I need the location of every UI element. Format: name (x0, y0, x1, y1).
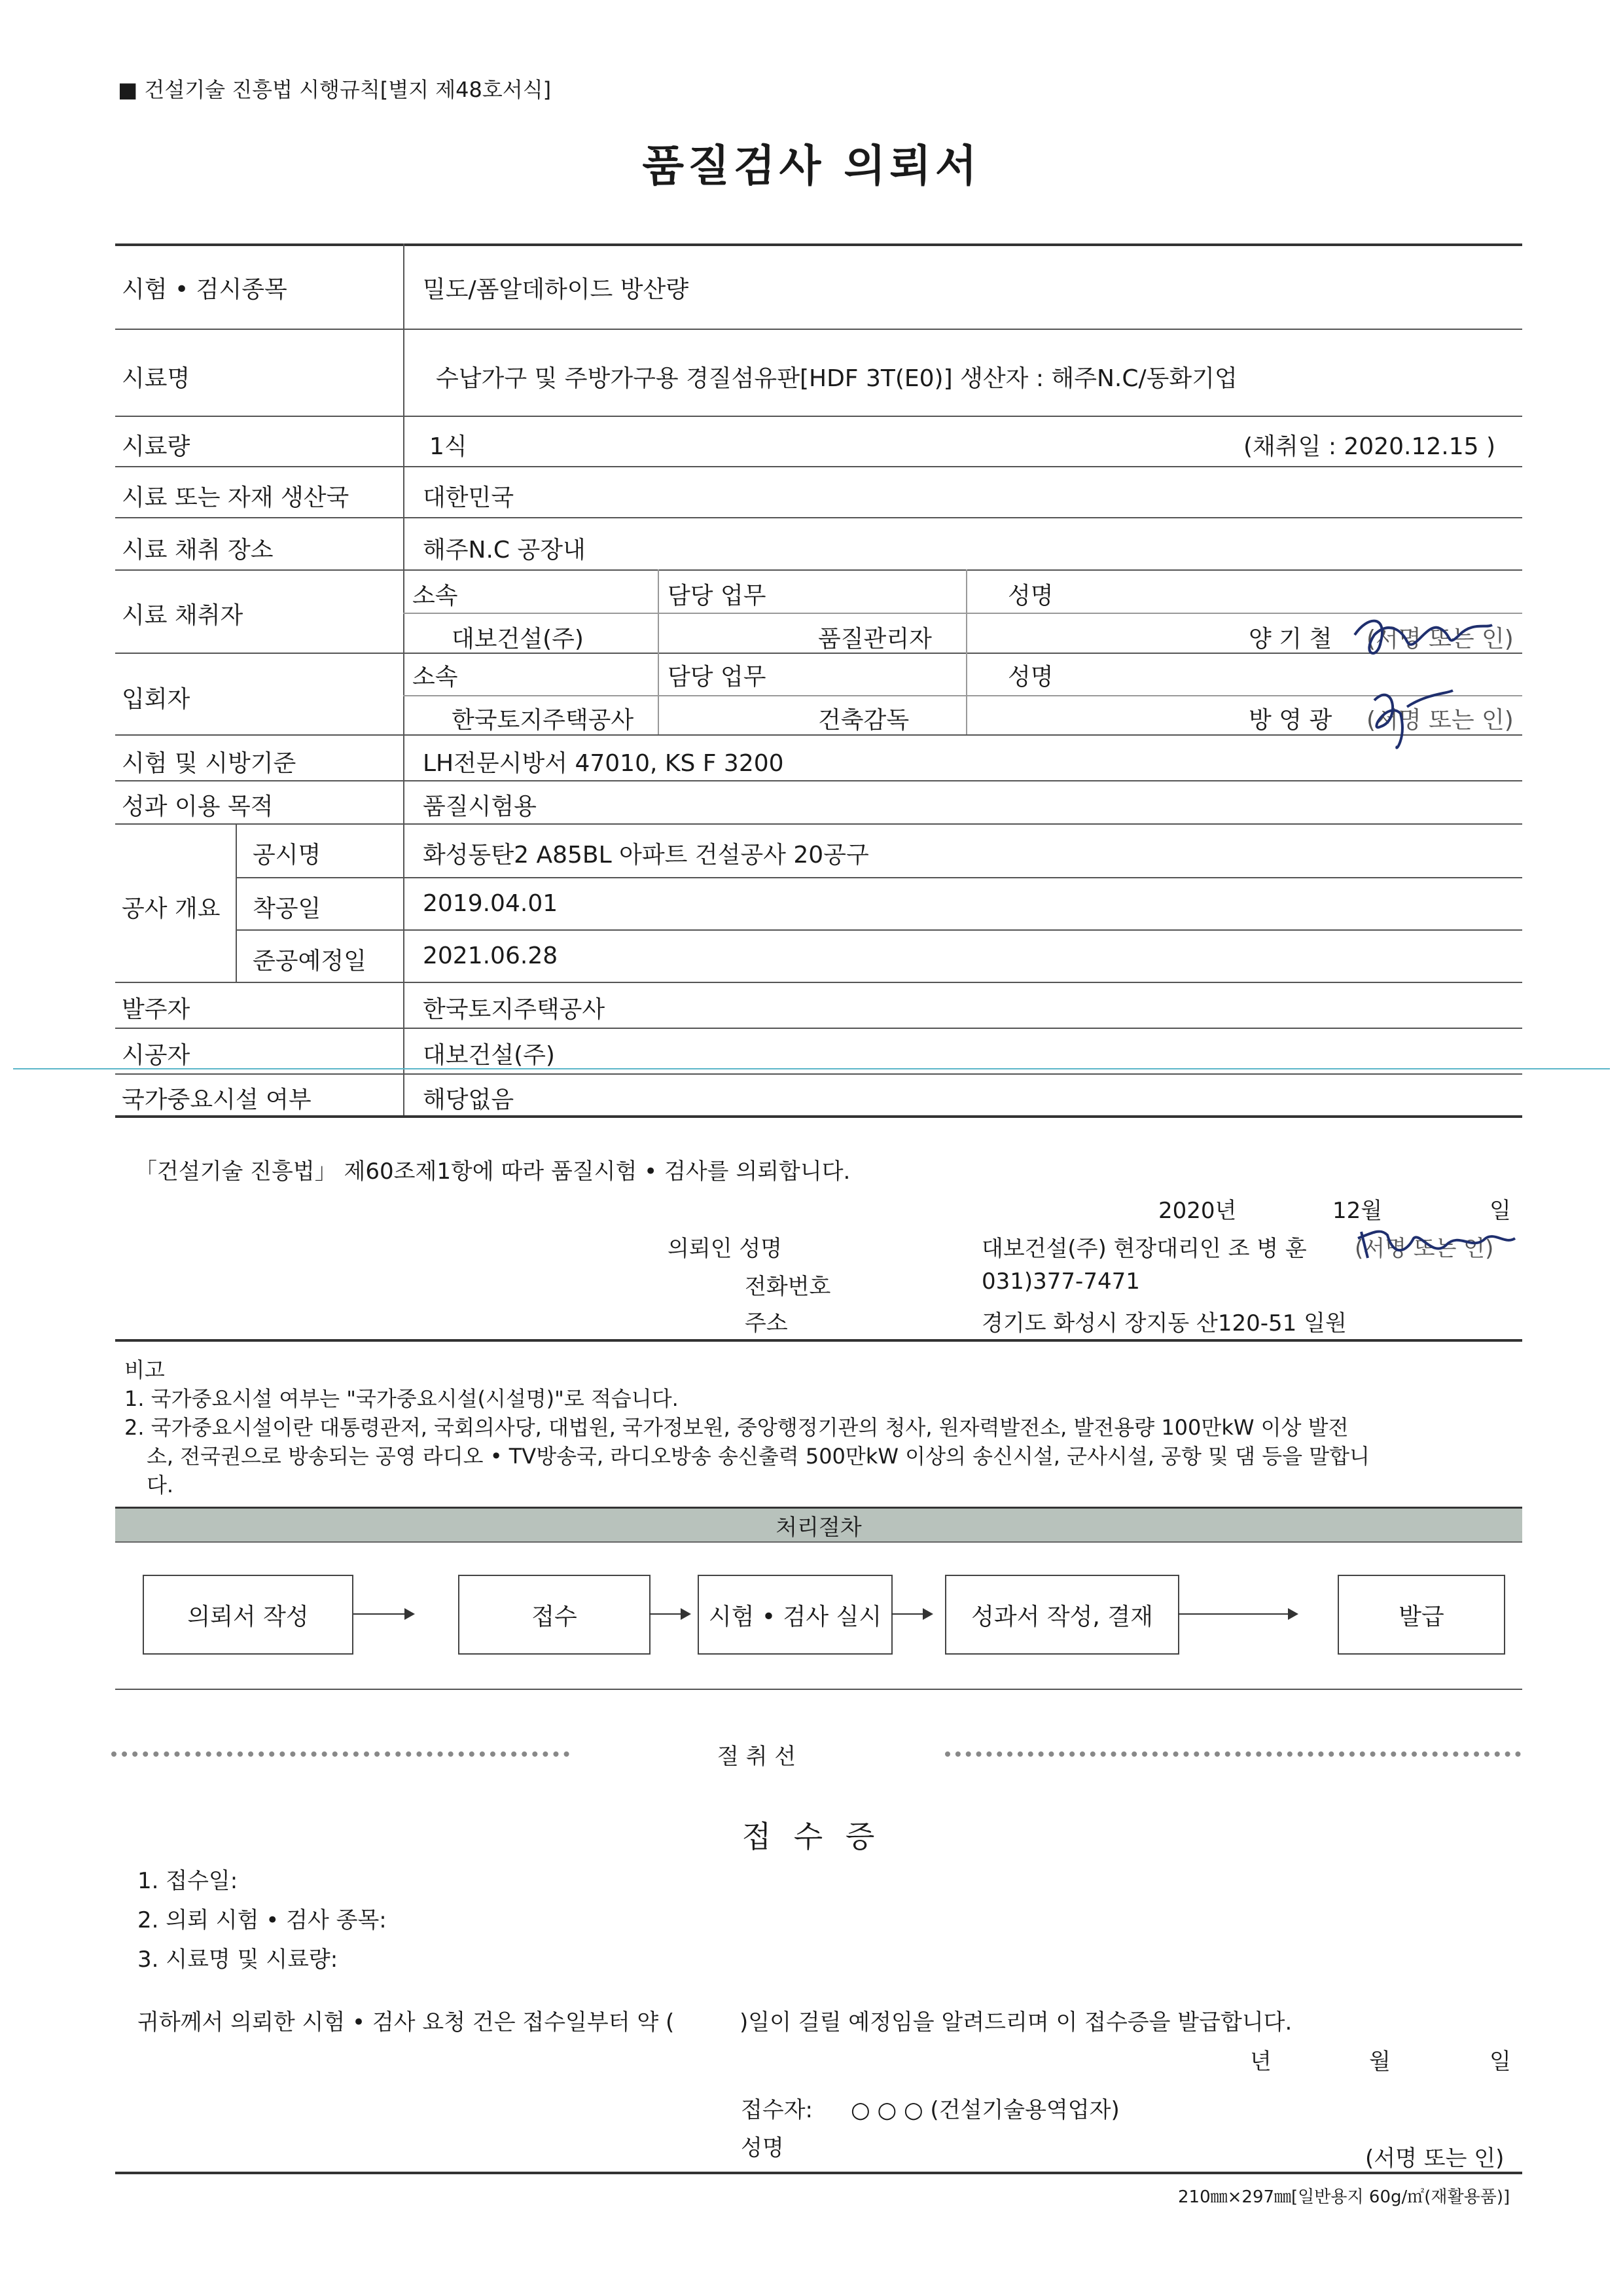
note-2-line-3: 다. (147, 1473, 174, 1498)
row-divider (115, 823, 1522, 825)
scan-artifact-line (13, 1068, 1610, 1069)
sampler-sign-hint: (서명 또는 인) (1366, 626, 1514, 653)
notes-top-rule (115, 1339, 1522, 1342)
project-start-label: 착공일 (253, 895, 321, 922)
sample-qty-value: 1식 (429, 433, 467, 460)
arrow-icon (353, 1613, 412, 1615)
sampler-name-label: 성명 (1008, 583, 1054, 609)
receipt-item-1: 1. 접수일: (137, 1868, 238, 1894)
sampler-signature (1348, 609, 1499, 668)
row-divider (115, 517, 1522, 518)
sampler-name: 양 기 철 (1249, 626, 1332, 653)
row-divider (115, 1073, 1522, 1075)
procedure-header (115, 1507, 1522, 1543)
sample-name-value: 수납가구 및 주방가구용 경질섬유판[HDF 3T(E0)] 생산자 : 해주N.C/동화기업 (436, 365, 1238, 392)
sub-divider (403, 695, 1522, 696)
procedure-title: 처리절차 (776, 1514, 862, 1541)
receipt-month: 월 (1369, 2049, 1391, 2075)
sub-column (966, 569, 967, 734)
purpose-value: 품질시험용 (423, 793, 537, 820)
receiver-value: ○ ○ ○ (건설기술용역업자) (851, 2097, 1120, 2123)
receipt-item-3: 3. 시료명 및 시료량: (137, 1946, 338, 1973)
note-2-line-1: 2. 국가중요시설이란 대통령관저, 국회의사당, 대법원, 국가정보원, 중앙행정기관의 청사, 원자력발전소, 발전용량 100만kW 이상 발전 (124, 1415, 1349, 1440)
witness-affil: 한국토지주택공사 (452, 707, 634, 734)
purpose-label: 성과 이용 목적 (122, 793, 274, 820)
sampler-duty: 품질관리자 (818, 626, 932, 653)
receipt-bottom-rule (115, 2172, 1522, 2174)
step-label: 시험 • 검사 실시 (708, 1603, 882, 1630)
label-column-divider (403, 243, 404, 1115)
project-name: 화성동탄2 A85BL 아파트 건설공사 20공구 (423, 842, 869, 869)
phone-label: 전화번호 (745, 1274, 831, 1300)
sub-column (658, 569, 659, 734)
witness-name-label: 성명 (1008, 664, 1054, 691)
step-label: 성과서 작성, 결재 (971, 1603, 1153, 1630)
requester-sign-hint: (서명 또는 인) (1355, 1236, 1494, 1262)
step-receive (458, 1575, 651, 1655)
sampling-place-label: 시료 채취 장소 (122, 537, 274, 564)
sampler-affil: 대보건설(주) (452, 626, 584, 653)
request-month: 12월 (1332, 1198, 1383, 1224)
receipt-item-2: 2. 의뢰 시험 • 검사 종목: (137, 1907, 387, 1933)
receipt-year: 년 (1250, 2049, 1272, 2075)
sampling-place-value: 해주N.C 공장내 (423, 537, 586, 564)
row-divider (115, 329, 1522, 330)
arrow-icon (649, 1613, 688, 1615)
requester-label: 의뢰인 성명 (668, 1236, 783, 1262)
receiver-label: 접수자: (741, 2097, 813, 2123)
test-item-value: 밀도/폼알데하이드 방산량 (423, 276, 689, 303)
client-value: 한국토지주택공사 (423, 996, 605, 1023)
request-statement: 「건설기술 진흥법」 제60조제1항에 따라 품질시험 • 검사를 의뢰합니다. (135, 1158, 851, 1185)
sampling-date: (채취일 : 2020.12.15 ) (1243, 433, 1495, 460)
contractor-label: 시공자 (122, 1042, 190, 1069)
requester-name: 대보건설(주) 현장대리인 조 병 훈 (982, 1236, 1307, 1262)
receipt-notice-part-1: 귀하께서 의뢰한 시험 • 검사 요청 건은 접수일부터 약 ( (137, 2009, 675, 2036)
procedure-bottom-rule (115, 1689, 1522, 1690)
sampler-label: 시료 채취자 (122, 602, 243, 629)
sample-name-label: 시료명 (122, 365, 190, 392)
sampler-affil-label: 소속 (412, 583, 458, 609)
project-end-label: 준공예정일 (253, 948, 366, 975)
project-start: 2019.04.01 (423, 890, 558, 917)
test-item-label: 시험 • 검시종목 (122, 276, 287, 303)
row-divider (115, 1028, 1522, 1029)
witness-label: 입회자 (122, 686, 190, 713)
contractor-value: 대보건설(주) (423, 1042, 555, 1069)
national-facility-label: 국가중요시설 여부 (122, 1086, 312, 1113)
origin-label: 시료 또는 자재 생산국 (122, 484, 349, 511)
step-label: 접수 (531, 1603, 577, 1630)
witness-sign-hint: (서명 또는 인) (1366, 707, 1514, 734)
receipt-title: 접 수 증 (741, 1819, 882, 1854)
requester-signature (1355, 1219, 1518, 1271)
standard-value: LH전문시방서 47010, KS F 3200 (423, 750, 784, 777)
arrow-icon (891, 1613, 931, 1615)
form-reference: ■ 건설기술 진흥법 시행규칙[별지 제48호서식] (118, 77, 552, 102)
row-divider (236, 929, 1522, 931)
address-value: 경기도 화성시 장지동 산120-51 일원 (982, 1310, 1347, 1336)
receipt-notice-part-2: )일이 걸릴 예정임을 알려드리며 이 접수증을 발급합니다. (740, 2009, 1293, 2036)
cut-line-label: 절 취 선 (717, 1744, 796, 1770)
witness-name: 방 영 광 (1249, 707, 1332, 734)
phone-value: 031)377-7471 (982, 1268, 1140, 1295)
standard-label: 시험 및 시방기준 (122, 750, 296, 777)
cut-line-right (945, 1751, 1521, 1757)
table-top-rule (115, 243, 1522, 246)
sample-qty-label: 시료량 (122, 433, 190, 460)
row-divider (115, 780, 1522, 781)
project-end: 2021.06.28 (423, 942, 558, 969)
project-subcolumn-divider (236, 823, 237, 982)
client-label: 발주자 (122, 996, 190, 1023)
origin-value: 대한민국 (423, 484, 514, 511)
row-divider (115, 569, 1522, 571)
step-issue (1338, 1575, 1505, 1655)
row-divider (236, 877, 1522, 878)
row-divider (115, 982, 1522, 983)
arrow-icon (1178, 1613, 1296, 1615)
address-label: 주소 (745, 1310, 788, 1336)
step-test (698, 1575, 893, 1655)
witness-duty-label: 담당 업무 (668, 664, 766, 691)
note-1: 1. 국가중요시설 여부는 "국가중요시설(시설명)"로 적습니다. (124, 1386, 679, 1411)
receiver-name-label: 성명 (741, 2135, 784, 2161)
receiver-sign-hint: (서명 또는 인) (1365, 2145, 1505, 2172)
sampler-duty-label: 담당 업무 (668, 583, 766, 609)
national-facility-value: 해당없음 (423, 1086, 514, 1113)
notes-heading: 비고 (124, 1357, 165, 1382)
project-label: 공사 개요 (122, 895, 221, 922)
step-label: 의뢰서 작성 (187, 1603, 309, 1630)
paper-spec: 210㎜×297㎜[일반용지 60g/㎡(재활용품)] (1178, 2187, 1510, 2207)
request-year: 2020년 (1158, 1198, 1237, 1224)
page-title: 품질검사 의뢰서 (642, 141, 981, 191)
cut-line-left (111, 1751, 569, 1757)
request-day: 일 (1489, 1198, 1511, 1224)
step-request-form (143, 1575, 353, 1655)
project-name-label: 공시명 (253, 842, 321, 869)
row-divider (115, 416, 1522, 417)
note-2-line-2: 소, 전국권으로 방송되는 공영 라디오 • TV방송국, 라디오방송 송신출력 500만kW 이상의 송신시설, 군사시설, 공항 및 댐 등을 말합니 (147, 1444, 1370, 1469)
witness-signature (1361, 681, 1459, 759)
row-divider (115, 466, 1522, 467)
table-bottom-rule (115, 1115, 1522, 1118)
step-report (945, 1575, 1179, 1655)
receipt-day: 일 (1489, 2049, 1511, 2075)
witness-duty: 건축감독 (818, 707, 910, 734)
witness-affil-label: 소속 (412, 664, 458, 691)
step-label: 발급 (1399, 1603, 1444, 1630)
